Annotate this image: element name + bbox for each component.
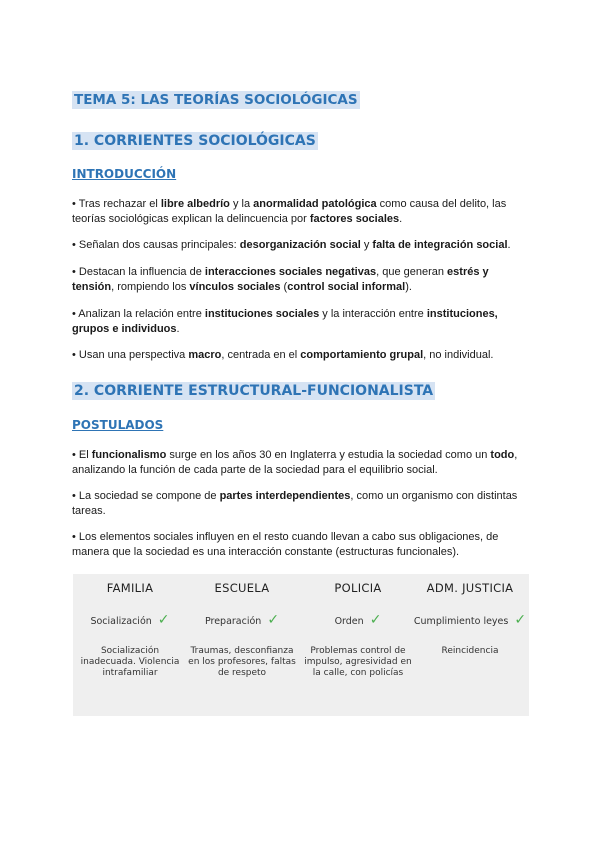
check-icon: ✓ [157, 612, 170, 628]
bold-text: comportamiento grupal [300, 349, 424, 361]
column-title: FAMILIA [106, 581, 154, 595]
column-dysfunction: Socialización inadecuada. Violencia intrafamiliar [80, 646, 180, 678]
bold-text: anormalidad patológica [253, 198, 377, 210]
column-title: ADM. JUSTICIA [426, 581, 514, 595]
text-run: • Analizan la relación entre [72, 308, 205, 320]
column-dysfunction: Reincidencia [441, 646, 499, 656]
text-run: y la [229, 198, 254, 210]
subheading-postulados: POSTULADOS [72, 418, 164, 432]
check-icon: ✓ [514, 612, 527, 628]
bold-text: macro [188, 349, 222, 361]
check-icon: ✓ [267, 612, 280, 628]
postulado-paragraph-2 [72, 489, 532, 519]
function-label: Socialización [90, 616, 152, 627]
bold-text: instituciones sociales [204, 308, 320, 320]
text-run: , que generan [376, 266, 448, 278]
bold-text: falta de integración social [372, 239, 508, 251]
column-function [301, 612, 415, 628]
bold-text: instituciones, grupos e individuos [72, 308, 498, 335]
bold-text: funcionalismo [91, 449, 167, 461]
bold-text: partes interdependientes [219, 490, 351, 502]
column-title: ESCUELA [214, 581, 270, 595]
text-run: y la interacción entre [319, 308, 427, 320]
bold-text: interacciones sociales negativas [204, 266, 377, 278]
text-run: ( [280, 281, 288, 293]
text-run: surge en los años 30 en Inglaterra y estudia la sociedad como un [166, 449, 491, 461]
text-run: • Los elementos sociales influyen en el resto cuando llevan a cabo sus obligaciones, de manera que la sociedad es una interacción constante (estructuras funcionales). [72, 531, 499, 558]
function-label: Cumplimiento leyes [413, 616, 509, 627]
intro-paragraph-4 [72, 307, 532, 337]
text-run: • El [72, 449, 92, 461]
subheading-introduccion: INTRODUCCIÓN [72, 167, 177, 181]
text-run: . [399, 213, 403, 225]
text-run: • Señalan dos causas principales: [72, 239, 240, 251]
bold-text: estrés y tensión [72, 266, 489, 293]
column-function [185, 612, 299, 628]
bold-text: factores sociales [309, 213, 400, 225]
text-run: • Destacan la influencia de [72, 266, 205, 278]
text-run: y [360, 239, 373, 251]
column-title: POLICIA [334, 581, 382, 595]
text-run: , no individual. [423, 349, 494, 361]
text-run: • Tras rechazar el [72, 198, 161, 210]
bold-text: todo [490, 449, 515, 461]
institutions-diagram [73, 574, 529, 716]
text-run: . [176, 323, 180, 335]
function-label: Preparación [204, 616, 262, 627]
text-run: • Usan una perspectiva [72, 349, 189, 361]
text-run: • La sociedad se compone de [72, 490, 220, 502]
column-function [413, 612, 527, 628]
text-run: . [507, 239, 511, 251]
postulado-paragraph-3 [72, 530, 532, 560]
text-run: , analizando la función de cada parte de la sociedad para el equilibrio social. [72, 449, 518, 476]
text-run: , como un organismo con distintas tareas. [72, 490, 518, 517]
check-icon: ✓ [369, 612, 382, 628]
intro-paragraph-3 [72, 265, 532, 295]
text-run: como causa del delito, las teorías sociológicas explican la delincuencia por [72, 198, 507, 225]
heading-corrientes-sociologicas: 1. CORRIENTES SOCIOLÓGICAS [74, 133, 316, 149]
column-dysfunction: Traumas, desconfianza en los profesores, faltas de respeto [188, 646, 296, 678]
text-run: , rompiendo los [111, 281, 190, 293]
intro-paragraph-2 [72, 238, 532, 253]
heading-estructural-funcionalista: 2. CORRIENTE ESTRUCTURAL-FUNCIONALISTA [74, 383, 434, 399]
bold-text: libre albedrío [160, 198, 230, 210]
column-dysfunction: Problemas control de impulso, agresividad en la calle, con policías [304, 646, 412, 678]
bold-text: control social informal [287, 281, 406, 293]
function-label: Orden [334, 616, 364, 627]
bold-text: vínculos sociales [189, 281, 281, 293]
text-run: , centrada en el [221, 349, 301, 361]
intro-paragraph-5 [72, 348, 532, 363]
title-tema: TEMA 5: LAS TEORÍAS SOCIOLÓGICAS [74, 92, 358, 108]
intro-paragraph-1 [72, 197, 532, 227]
text-run: ). [405, 281, 412, 293]
column-function [73, 612, 187, 628]
postulado-paragraph-1 [72, 448, 532, 478]
bold-text: desorganización social [239, 239, 361, 251]
